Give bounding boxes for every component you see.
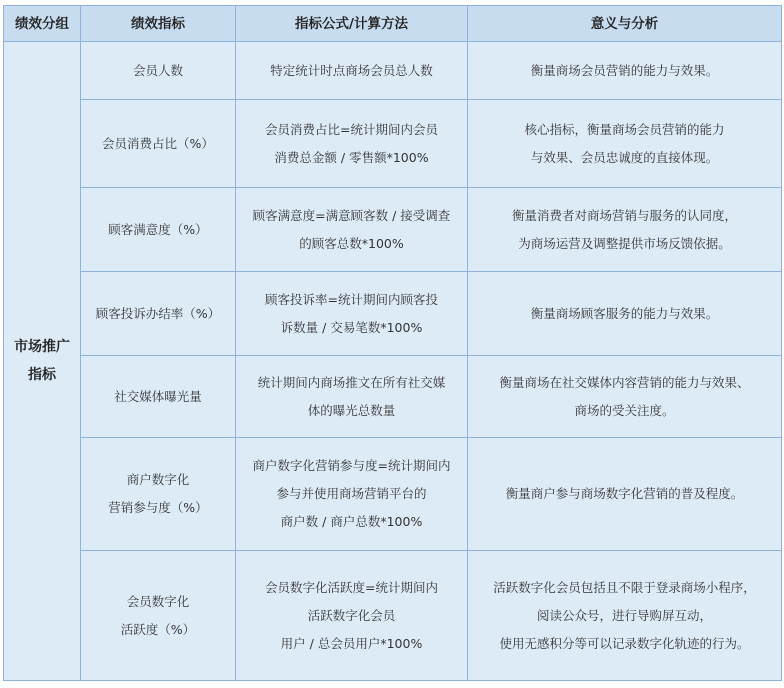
- formula-text: 诉数量 / 交易笔数*100%: [280, 319, 423, 335]
- metric-cell: [81, 551, 236, 681]
- group-cell: [4, 42, 81, 681]
- metric-text: 会员消费占比（%）: [102, 135, 214, 151]
- metric-text: 营销参与度（%）: [108, 500, 208, 515]
- analysis-cell: [468, 272, 782, 356]
- analysis-cell: [468, 551, 782, 681]
- formula-cell: [236, 188, 468, 272]
- metric-text: 顾客满意度（%）: [108, 221, 208, 237]
- header-formula: 指标公式/计算方法: [236, 6, 468, 42]
- table-row: [4, 188, 782, 272]
- analysis-cell: [468, 42, 782, 100]
- formula-text: 参与并使用商场营销平台的: [276, 486, 427, 501]
- table-row: [4, 272, 782, 356]
- analysis-text: 衡量商户参与商场数字化营销的普及程度。: [505, 486, 744, 501]
- analysis-text: 衡量商场会员营销的能力与效果。: [530, 62, 719, 78]
- analysis-text: 衡量商场顾客服务的能力与效果。: [530, 305, 719, 321]
- metric-cell: [81, 188, 236, 272]
- analysis-text: 核心指标，衡量商场会员营销的能力: [524, 121, 725, 137]
- formula-cell: [236, 551, 468, 681]
- analysis-text: 衡量商场在社交媒体内容营销的能力与效果、: [499, 374, 750, 390]
- analysis-cell: [468, 100, 782, 188]
- formula-text: 特定统计时点商场会员总人数: [270, 62, 433, 78]
- metric-text: 会员人数: [132, 62, 183, 78]
- table-row: [4, 100, 782, 188]
- analysis-cell: [468, 438, 782, 551]
- formula-cell: [236, 356, 468, 438]
- analysis-text: 商场的受关注度。: [574, 402, 675, 418]
- formula-text: 会员数字化活跃度=统计期间内: [265, 579, 438, 595]
- header-row: [4, 6, 782, 42]
- formula-text: 的顾客总数*100%: [299, 235, 404, 251]
- formula-cell: [236, 272, 468, 356]
- formula-cell: [236, 42, 468, 100]
- header-metric: 绩效指标: [81, 6, 236, 42]
- formula-text: 活跃数字化会员: [307, 607, 396, 623]
- formula-cell: [236, 438, 468, 551]
- table-row: [4, 438, 782, 551]
- analysis-cell: [468, 356, 782, 438]
- formula-text: 消费总金额 / 零售额*100%: [274, 149, 429, 165]
- formula-text: 统计期间内商场推文在所有社交媒: [257, 374, 446, 390]
- metric-cell: [81, 438, 236, 551]
- formula-text: 会员消费占比=统计期间内会员: [265, 121, 438, 137]
- formula-text: 顾客满意度=满意顾客数 / 接受调查: [252, 207, 451, 223]
- metric-text: 顾客投诉办结率（%）: [95, 305, 221, 321]
- metric-cell: [81, 100, 236, 188]
- header-group: 绩效分组: [4, 6, 81, 42]
- metric-text: 社交媒体曝光量: [114, 388, 202, 404]
- metric-text: 活跃度（%）: [120, 621, 196, 637]
- metric-cell: [81, 272, 236, 356]
- metric-text: 商户数字化: [126, 472, 190, 487]
- analysis-text: 阅读公众号，进行导购屏互动，: [536, 607, 712, 623]
- analysis-text: 衡量消费者对商场营销与服务的认同度，: [511, 207, 737, 223]
- formula-cell: [236, 100, 468, 188]
- analysis-text: 使用无感积分等可以记录数字化轨迹的行为。: [499, 635, 750, 651]
- header-analysis: 意义与分析: [468, 6, 782, 42]
- table-row: [4, 356, 782, 438]
- group-label-line: 指标: [28, 367, 56, 383]
- table-row: [4, 551, 782, 681]
- formula-text: 顾客投诉率=统计期间内顾客投: [265, 291, 438, 307]
- metric-cell: [81, 42, 236, 100]
- table-row: [4, 42, 782, 100]
- analysis-text: 为商场运营及调整提供市场反馈依据。: [518, 235, 731, 251]
- formula-text: 用户 / 总会员用户*100%: [280, 635, 423, 651]
- analysis-cell: [468, 188, 782, 272]
- formula-text: 商户数 / 商户总数*100%: [280, 514, 423, 529]
- analysis-text: 与效果、会员忠诚度的直接体现。: [530, 149, 719, 165]
- metric-cell: [81, 356, 236, 438]
- kpi-table: [3, 5, 782, 681]
- formula-text: 商户数字化营销参与度=统计期间内: [252, 458, 451, 473]
- metric-text: 会员数字化: [126, 593, 190, 609]
- analysis-text: 活跃数字化会员包括且不限于登录商场小程序，: [493, 579, 756, 595]
- group-label-line: 市场推广: [14, 339, 70, 355]
- formula-text: 体的曝光总数量: [307, 402, 396, 418]
